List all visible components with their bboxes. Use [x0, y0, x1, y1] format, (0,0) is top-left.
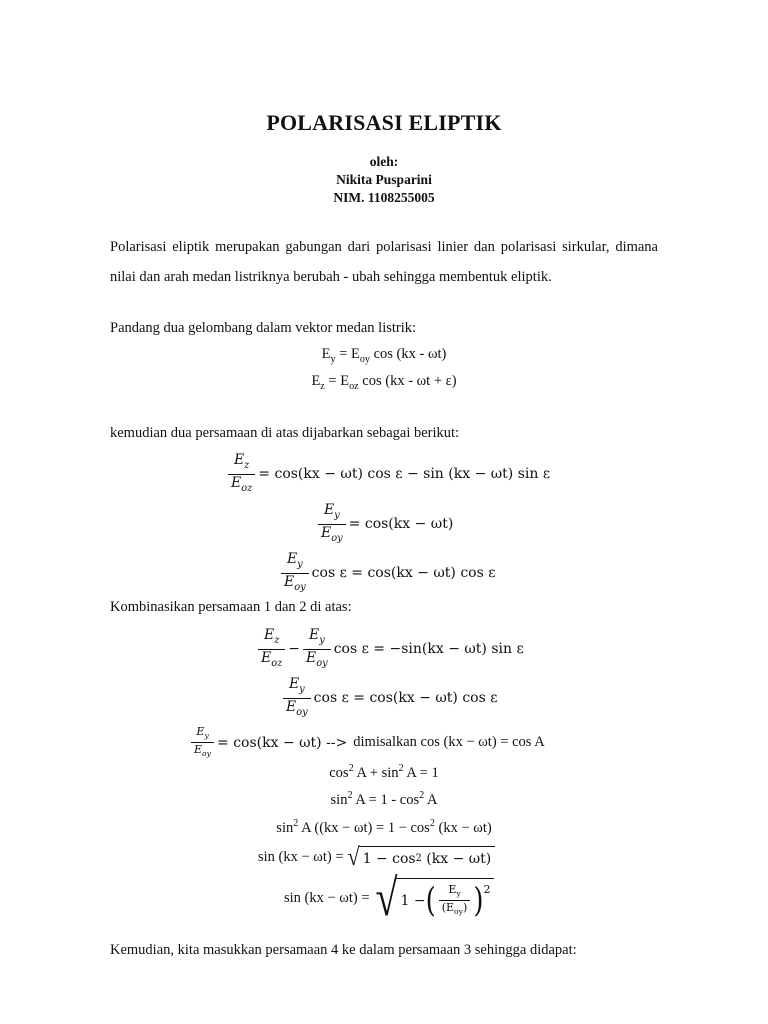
paragraph-jabarkan: kemudian dua persamaan di atas dijabarkan sebagai berikut: — [110, 425, 460, 441]
equation-5 — [280, 676, 498, 721]
equation-6-rhs: = cos(kx − ωt) --> — [217, 734, 348, 751]
minus-sign: − — [288, 641, 301, 658]
paragraph-vektor: Pandang dua gelombang dalam vektor medan listrik: — [110, 320, 417, 336]
document-title: POLARISASI ELIPTIK — [266, 110, 502, 135]
author-name: Nikita Pusparini — [336, 172, 432, 187]
equation-1-rhs: = cos(kx − ωt) cos ε − sin (kx − ωt) sin ε — [258, 466, 551, 483]
equation-4 — [255, 627, 524, 672]
fraction-ey-eoy-small: $\frac{E_y}{E_{oy}}$ — [191, 725, 214, 760]
equation-7: $\cos^2 A + \sin^2 A = 1$ — [329, 763, 439, 781]
author-by-label: oleh: — [369, 154, 399, 169]
equation-6-note: dimisalkan cos (kx − ωt) = cos A — [353, 734, 545, 751]
equation-ey: $E_y = E_{oy}$ cos (kx - ωt) — [321, 346, 447, 365]
paragraph-kemudian: Kemudian, kita masukkan persamaan 4 ke dalam persamaan 3 sehingga didapat: — [110, 942, 577, 958]
fraction-ez-eoz: $\frac{E_z}{E_{oz}}$ — [228, 452, 255, 497]
equation-3 — [278, 551, 496, 596]
student-id: NIM. 1108255005 — [333, 190, 435, 205]
paragraph-kombinasi: Kombinasikan persamaan 1 dan 2 di atas: — [110, 599, 352, 615]
equation-1 — [225, 452, 550, 497]
equation-ez: $E_z = E_{oz}$ cos (kx - ωt + ε) — [311, 373, 457, 392]
intro-paragraph: Polarisasi eliptik merupakan gabungan dari polarisasi linier dan polarisasi sirkular, dimana nilai dan arah medan listriknya berubah - ubah sehingga membentuk eliptik. — [110, 239, 658, 285]
square-root-large: √ 1 − ( $\frac{E_y}{(E_{oy})}$ ) $^2$ — [376, 878, 495, 918]
square-root: √ 1 − cos 2 (kx − ωt) — [348, 846, 496, 868]
equation-10 — [258, 842, 495, 871]
equation-11 — [284, 868, 494, 927]
equation-10-lhs: sin (kx − ωt) = — [258, 848, 344, 865]
equation-11-lhs: sin (kx − ωt) = — [284, 889, 370, 906]
equation-8: $\sin^2 A = 1 - \cos^2 A$ — [330, 790, 438, 808]
equation-5-rhs: cos ε = cos(kx − ωt) cos ε — [313, 690, 498, 707]
equation-3-rhs: cos ε = cos(kx − ωt) cos ε — [311, 565, 496, 582]
fraction-ey-eoy: $\frac{E_y}{E_{oy}}$ — [283, 676, 311, 721]
fraction-ey-eoy: $\frac{E_y}{E_{oy}}$ — [318, 502, 346, 547]
fraction-ey-eoy: $\frac{E_y}{E_{oy}}$ — [303, 627, 331, 672]
fraction-ez-eoz: $\frac{E_z}{E_{oz}}$ — [258, 627, 285, 672]
fraction-ey-eoy: $\frac{E_y}{E_{oy}}$ — [281, 551, 309, 596]
equation-6 — [188, 725, 545, 760]
equation-2-rhs: = cos(kx − ωt) — [348, 516, 454, 533]
equation-4-rhs: cos ε = −sin(kx − ωt) sin ε — [333, 641, 524, 658]
equation-9: $\sin^2 A$ ($(kx - \omega t) = 1 - \cos^2 (kx - \omega t)$ — [276, 818, 492, 836]
equation-2 — [315, 502, 453, 547]
